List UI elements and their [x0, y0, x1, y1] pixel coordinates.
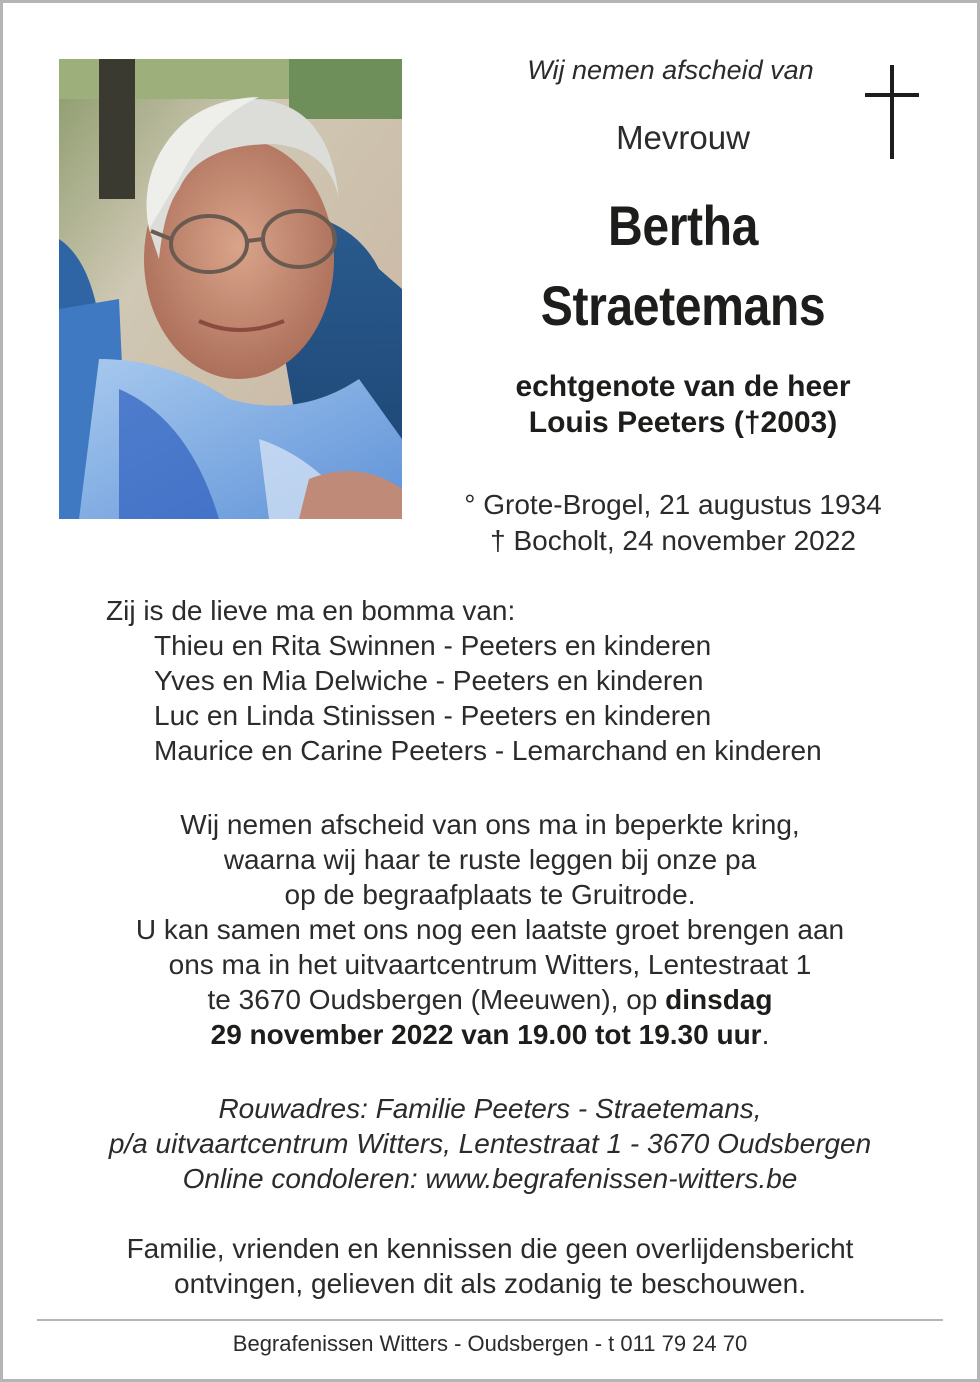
- family-list: [106, 593, 822, 768]
- funeral-line-7: [3, 1017, 977, 1052]
- family-intro: Zij is de lieve ma en bomma van:: [106, 595, 516, 626]
- funeral-line-1: Wij nemen afscheid van ons ma in beperkte kring,: [180, 809, 800, 840]
- last-name: Straetemans: [540, 274, 826, 337]
- notice-line-1: Familie, vrienden en kennissen die geen overlijdensbericht: [126, 1233, 854, 1264]
- address-line-1: Rouwadres: Familie Peeters - Straetemans,: [218, 1093, 762, 1124]
- funeral-date-time: 29 november 2022 van 19.00 tot 19.30 uur: [210, 1019, 762, 1050]
- address-line-2: p/a uitvaartcentrum Witters, Lentestraat 1 - 3670 Oudsbergen: [108, 1128, 872, 1159]
- condolence-link: Online condoleren: www.begrafenissen-witters.be: [182, 1163, 798, 1194]
- portrait-photo: [59, 59, 402, 519]
- notice-text: [3, 1231, 977, 1301]
- family-member: Yves en Mia Delwiche - Peeters en kinderen: [154, 665, 704, 696]
- life-dates: [423, 487, 923, 559]
- funeral-line-6-prefix: te 3670 Oudsbergen (Meeuwen), op: [207, 984, 666, 1015]
- family-member: Maurice en Carine Peeters - Lemarchand en kinderen: [154, 735, 822, 766]
- intro-text: Wij nemen afscheid van: [527, 55, 814, 85]
- spouse-line-2: Louis Peeters (†2003): [528, 406, 838, 439]
- funeral-day: dinsdag: [665, 984, 773, 1015]
- family-member: Luc en Linda Stinissen - Peeters en kinderen: [154, 700, 712, 731]
- birth-date: ° Grote-Brogel, 21 augustus 1934: [464, 489, 882, 520]
- funeral-line-3: op de begraafplaats te Gruitrode.: [284, 879, 696, 910]
- mourning-address: [3, 1091, 977, 1196]
- first-name: Bertha: [608, 194, 758, 257]
- notice-line-2: ontvingen, gelieven dit als zodanig te beschouwen.: [174, 1268, 806, 1299]
- spouse-info: [443, 369, 923, 441]
- salutation: Mevrouw: [616, 119, 750, 156]
- funeral-line-2: waarna wij haar te ruste leggen bij onze pa: [223, 844, 757, 875]
- spouse-line-1: echtgenote van de heer: [515, 370, 851, 403]
- funeral-line-5: ons ma in het uitvaartcentrum Witters, Lentestraat 1: [168, 949, 812, 980]
- funeral-home-footer: Begrafenissen Witters - Oudsbergen - t 011 79 24 70: [232, 1331, 748, 1356]
- portrait-illustration: [59, 59, 402, 519]
- funeral-line-7-suffix: .: [761, 1019, 770, 1050]
- funeral-details: [3, 807, 977, 1052]
- death-date: † Bocholt, 24 november 2022: [490, 525, 856, 556]
- footer-divider: [37, 1319, 943, 1321]
- family-member: Thieu en Rita Swinnen - Peeters en kinderen: [154, 630, 712, 661]
- funeral-line-4: U kan samen met ons nog een laatste groet brengen aan: [135, 914, 845, 945]
- funeral-line-6: [3, 982, 977, 1017]
